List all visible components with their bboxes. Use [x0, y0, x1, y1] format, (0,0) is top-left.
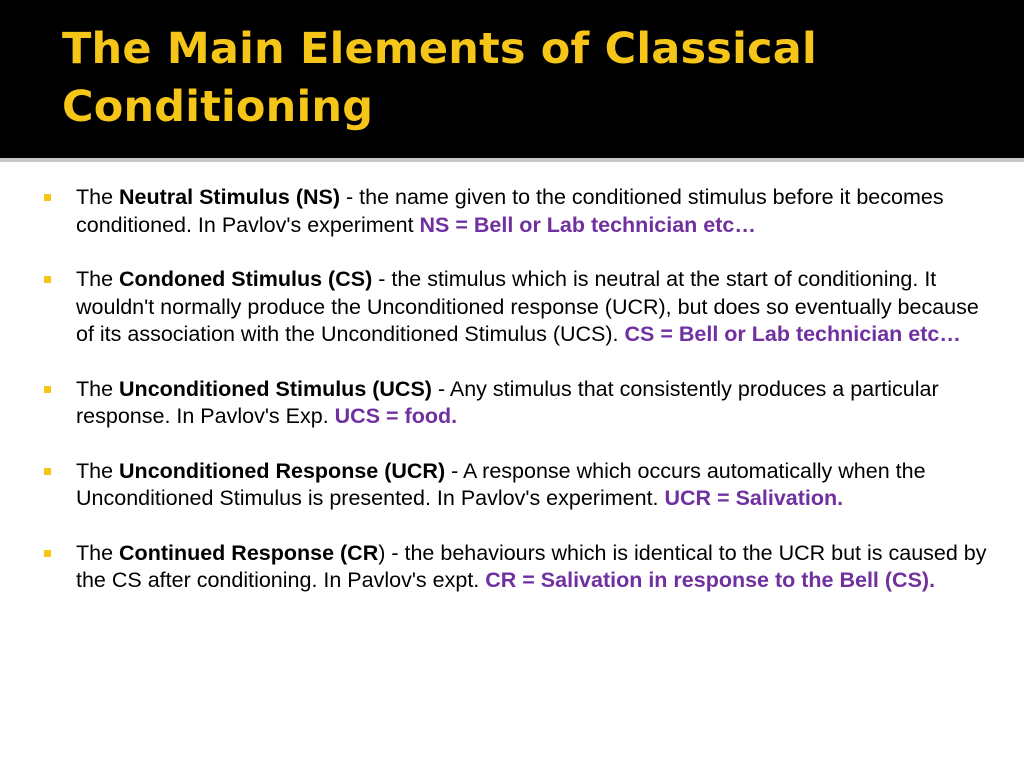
bullet-item-conditioned-response — [42, 540, 1000, 595]
bullet-prefix: The — [76, 458, 120, 483]
square-bullet-icon — [44, 276, 51, 283]
square-bullet-icon — [44, 194, 51, 201]
bullet-item-conditioned-stimulus — [42, 266, 1000, 349]
bullet-body: ) - the behaviours which is identical to the UCR but is caused by the CS after conditioning. In Pavlov's expt. — [76, 540, 987, 592]
bullet-example: UCR = Salivation. — [664, 486, 844, 510]
bullet-term: Continued Response (CR — [119, 540, 379, 565]
bullet-term: Condoned Stimulus (CS) — [119, 267, 373, 291]
bullet-body: - the stimulus which is neutral at the start of conditioning. It wouldn't normally produce the Unconditioned response (UCR), but does so eventually because of its association with the Unconditioned Stimulus (UCS). — [76, 267, 979, 346]
bullet-example: NS = Bell or Lab technician etc… — [419, 212, 756, 237]
bullet-term: Neutral Stimulus (NS) — [119, 185, 341, 209]
bullet-item-neutral-stimulus — [42, 184, 1000, 239]
bullet-example: CR = Salivation in response to the Bell (CS). — [485, 568, 936, 592]
bullet-body: - A response which occurs automatically when the Unconditioned Stimulus is presented. In Pavlov's experiment. — [76, 458, 926, 510]
square-bullet-icon — [44, 468, 51, 475]
bullet-prefix: The — [76, 540, 120, 565]
square-bullet-icon — [44, 386, 51, 393]
bullet-body: - the name given to the conditioned stimulus before it becomes conditioned. In Pavlov's experiment — [76, 185, 944, 237]
bullet-example: CS = Bell or Lab technician etc… — [624, 322, 961, 346]
bullet-term: Unconditioned Response (UCR) — [119, 458, 446, 483]
bullet-prefix: The — [76, 185, 120, 209]
bullet-item-unconditioned-stimulus — [42, 376, 1000, 431]
bullet-example: UCS = food. — [334, 404, 458, 428]
title-band — [0, 0, 1024, 158]
bullet-item-unconditioned-response — [42, 458, 1000, 513]
bullet-list — [42, 184, 1000, 622]
bullet-term: Unconditioned Stimulus (UCS) — [119, 376, 432, 401]
bullet-prefix: The — [76, 267, 120, 291]
bullet-body: - Any stimulus that consistently produces a particular response. In Pavlov's Exp. — [76, 376, 939, 428]
slide-title: The Main Elements of Classical Conditioning — [62, 24, 817, 132]
bullet-prefix: The — [76, 376, 120, 401]
square-bullet-icon — [44, 550, 51, 557]
title-divider — [0, 158, 1024, 162]
